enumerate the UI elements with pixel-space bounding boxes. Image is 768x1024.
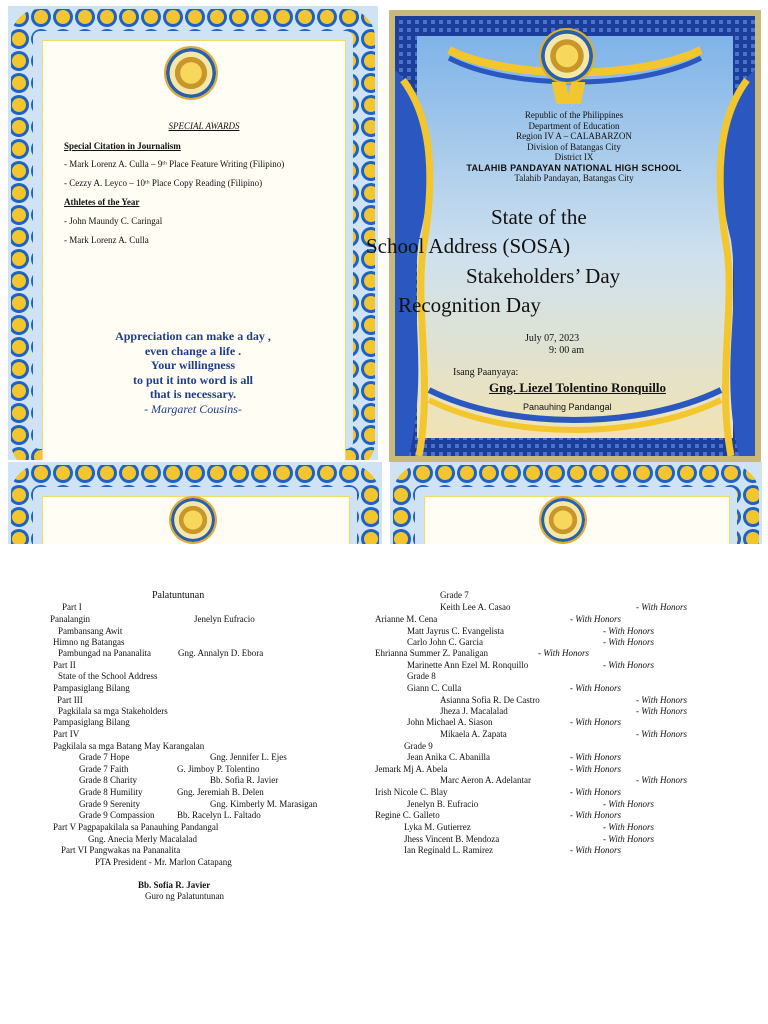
section-name: Grade 9 Compassion: [79, 810, 155, 820]
honor-student: Jean Anika C. Abanilla: [407, 752, 490, 762]
citation-item: - Mark Lorenz A. Culla – 9ᵗʰ Place Feature Writing (Filipino): [64, 159, 285, 169]
quote-line: to put it into word is all: [132, 372, 253, 387]
program-person: Gng. Annalyn D. Ebora: [178, 648, 264, 658]
honor-label: - With Honors: [636, 706, 688, 716]
signatory-name: Bb. Sofia R. Javier: [138, 880, 211, 890]
event-date: July 07, 2023: [525, 333, 580, 344]
program-line: Part VI Pangwakas na Pananalita: [61, 845, 181, 855]
athlete-item: - John Maundy C. Caringal: [64, 216, 163, 226]
honor-label: - With Honors: [636, 775, 688, 785]
school-seal-icon: [541, 498, 585, 542]
lower-right-panel: [390, 462, 762, 544]
section-adviser: Gng. Jennifer L. Ejes: [210, 752, 287, 762]
event-time: 9: 00 am: [549, 345, 584, 356]
athlete-item: - Mark Lorenz A. Culla: [64, 235, 149, 245]
header-line: District IX: [554, 152, 594, 162]
quote-line: that is necessary.: [149, 387, 237, 401]
section-adviser: G. Jimboy P. Tolentino: [177, 764, 260, 774]
program-line: State of the School Address: [58, 671, 158, 681]
program-line: Pagkilala sa mga Stakeholders: [58, 706, 168, 716]
program-person: Gng. Anecia Merly Macalalad: [88, 834, 197, 844]
quote-line: Appreciation can make a day ,: [115, 329, 271, 343]
honor-label: - With Honors: [636, 729, 688, 739]
honor-student: Regine C. Galleto: [375, 810, 440, 820]
honor-student: Asianna Sofia R. De Castro: [440, 695, 540, 705]
honor-label: - With Honors: [603, 799, 655, 809]
program-line: Pambansang Awit: [58, 626, 123, 636]
quote-author: - Margaret Cousins-: [144, 401, 242, 416]
lower-left-panel: [8, 462, 382, 544]
citation-heading: Special Citation in Journalism: [64, 141, 181, 151]
quote-line: Your willingness: [150, 358, 236, 372]
school-address: Talahib Pandayan, Batangas City: [514, 173, 634, 183]
honor-label: - With Honors: [570, 614, 622, 624]
program-line: Pambungad na Pananalita: [58, 648, 151, 658]
honor-student: Ian Reginald L. Ramirez: [404, 845, 493, 855]
program-line: Pampasiglang Bilang: [53, 717, 130, 727]
program-line: Part V Pagpapakilala sa Panauhing Pandangal: [53, 822, 219, 832]
honor-label: - With Honors: [636, 695, 688, 705]
section-name: Grade 8 Humility: [79, 787, 143, 797]
program-person: PTA President - Mr. Marlon Catapang: [95, 857, 232, 867]
section-adviser: Bb. Racelyn L. Faltado: [177, 810, 261, 820]
section-name: Grade 7 Faith: [79, 764, 129, 774]
program-person: Jenelyn Eufracio: [194, 614, 255, 624]
honor-student: Arianne M. Cena: [375, 614, 438, 624]
honor-label: - With Honors: [570, 764, 622, 774]
honor-label: - With Honors: [603, 660, 655, 670]
honor-label: - With Honors: [603, 626, 655, 636]
honor-student: Irish Nicole C. Blay: [375, 787, 448, 797]
quote-block: [48, 329, 338, 416]
invite-label: Isang Paanyaya:: [453, 367, 519, 378]
athletes-heading: Athletes of the Year: [64, 197, 140, 207]
honor-student: Giann C. Culla: [407, 683, 462, 693]
title-line-4: Recognition Day: [398, 293, 541, 317]
program-line: Part III: [57, 695, 83, 705]
title-line-3: Stakeholders’ Day: [466, 264, 621, 288]
section-adviser: Bb. Sofia R. Javier: [210, 775, 279, 785]
program-line: Part IV: [53, 729, 80, 739]
citation-item: - Cezzy A. Leyco – 10ᵗʰ Place Copy Reading (Filipino): [64, 178, 263, 188]
grade-heading: Grade 9: [404, 741, 433, 751]
quote-line: even change a life .: [144, 343, 242, 358]
honor-label: - With Honors: [636, 602, 688, 612]
honor-student: Matt Jayrus C. Evangelista: [407, 626, 504, 636]
honor-student: Ehrianna Summer Z. Panaligan: [375, 648, 488, 658]
section-name: Grade 7 Hope: [79, 752, 130, 762]
title-line-1: State of the: [491, 205, 587, 229]
honor-student: Lyka M. Gutierrez: [404, 822, 471, 832]
program-line: Panalangin: [50, 614, 90, 624]
honor-label: - With Honors: [570, 752, 622, 762]
section-name: Grade 9 Serenity: [79, 799, 140, 809]
section-adviser: Gng. Kimberly M. Marasigan: [210, 799, 318, 809]
awards-panel: [8, 6, 378, 460]
honor-student: Mikaela A. Zapata: [440, 729, 507, 739]
program-line: Himno ng Batangas: [53, 637, 125, 647]
guest-role: Panauhing Pandangal: [523, 402, 612, 412]
section-name: Grade 8 Charity: [79, 775, 137, 785]
honor-student: Keith Lee A. Casao: [440, 602, 511, 612]
honor-label: - With Honors: [603, 822, 655, 832]
honor-student: Jenelyn B. Eufracio: [407, 799, 479, 809]
school-seal-icon: [166, 48, 216, 98]
honor-label: - With Honors: [570, 787, 622, 797]
guest-name: Gng. Liezel Tolentino Ronquillo: [489, 380, 666, 395]
program-line: Part I: [62, 602, 82, 612]
honor-label: - With Honors: [570, 683, 622, 693]
honor-label: - With Honors: [570, 717, 622, 727]
honor-label: - With Honors: [570, 845, 622, 855]
header-line: Department of Education: [528, 120, 620, 131]
header-line: Republic of the Philippines: [524, 110, 624, 120]
header-line: Region IV A – CALABARZON: [516, 131, 632, 141]
title-line-2: School Address (SOSA): [366, 234, 571, 258]
program-title: Palatuntunan: [152, 590, 205, 601]
school-seal-icon: [541, 30, 593, 82]
program-line: Pampasiglang Bilang: [53, 683, 130, 693]
honor-student: Marinette Ann Ezel M. Ronquillo: [407, 660, 529, 670]
honor-label: - With Honors: [603, 637, 655, 647]
honor-student: John Michael A. Siason: [407, 717, 493, 727]
special-awards-title: SPECIAL AWARDS: [168, 121, 240, 131]
program-line: Pagkilala sa mga Batang May Karangalan: [53, 741, 205, 751]
header-line: Division of Batangas City: [527, 141, 621, 152]
school-name: TALAHIB PANDAYAN NATIONAL HIGH SCHOOL: [466, 162, 682, 173]
honor-student: Jemark Mj A. Abela: [375, 764, 448, 774]
honor-student: Marc Aeron A. Adelantar: [440, 775, 531, 785]
honor-student: Jhess Vincent B. Mendoza: [404, 834, 500, 844]
school-seal-icon: [171, 498, 215, 542]
honor-label: - With Honors: [538, 648, 590, 658]
program-line: Part II: [53, 660, 76, 670]
grade-heading: Grade 7: [440, 590, 469, 600]
honor-label: - With Honors: [603, 834, 655, 844]
grade-heading: Grade 8: [407, 671, 436, 681]
honor-student: Carlo John C. Garcia: [407, 637, 483, 647]
section-adviser: Gng. Jeremiah B. Delen: [177, 787, 264, 797]
honor-label: - With Honors: [570, 810, 622, 820]
signatory-role: Guro ng Palatuntunan: [145, 891, 224, 901]
honor-student: Jheza J. Macalalad: [440, 706, 508, 716]
